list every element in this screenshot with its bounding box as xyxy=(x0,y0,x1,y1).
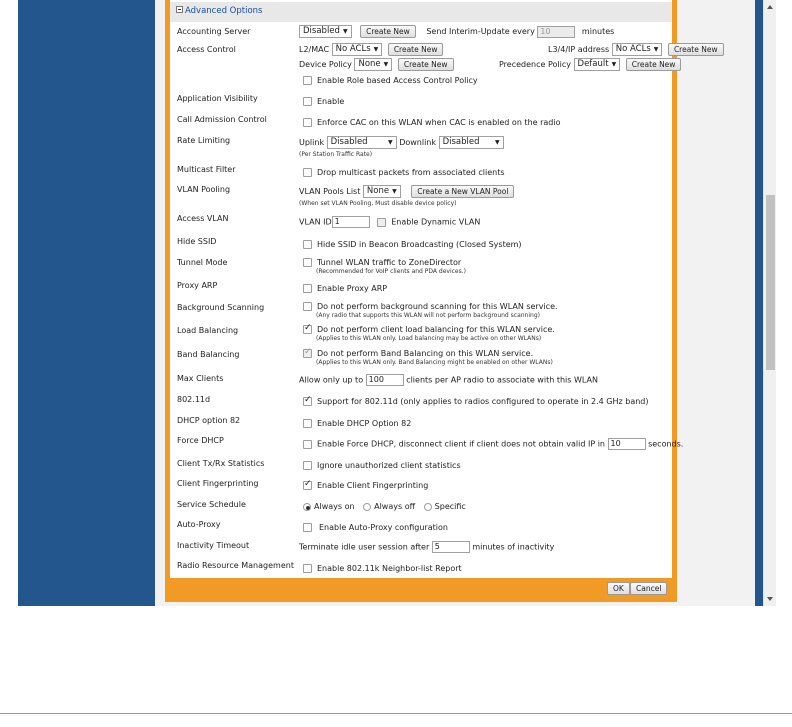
l3-label: L3/4/IP address xyxy=(548,45,610,54)
precedence-select[interactable]: Default ▼ xyxy=(574,58,621,71)
chevron-down-icon: ▼ xyxy=(388,139,393,146)
txrx-text: Ignore unauthorized client statistics xyxy=(317,461,461,470)
label-load-balancing: Load Balancing xyxy=(177,326,239,335)
chevron-down-icon: ▼ xyxy=(383,61,389,68)
downlink-label: Downlink xyxy=(399,138,437,147)
vlan-id-input[interactable]: 1 xyxy=(332,216,370,228)
chevron-down-icon: ▼ xyxy=(392,188,397,195)
chevron-down-icon: ▼ xyxy=(342,28,348,35)
always-off-radio[interactable] xyxy=(363,503,371,511)
label-multicast: Multicast Filter xyxy=(177,165,236,174)
band-balancing-text: Do not perform Band Balancing on this WLAN service. xyxy=(317,349,534,358)
label-background-scanning: Background Scanning xyxy=(177,303,265,312)
device-create-button[interactable]: Create New xyxy=(398,58,454,71)
l3-create-button[interactable]: Create New xyxy=(668,43,724,56)
label-access-vlan: Access VLAN xyxy=(177,214,229,223)
bg-scan-text: Do not perform background scanning for this WLAN service. xyxy=(317,302,558,311)
right-panel xyxy=(755,0,763,606)
section-header[interactable] xyxy=(170,2,672,22)
label-auto-proxy: Auto-Proxy xyxy=(177,520,221,529)
chevron-down-icon: ▼ xyxy=(653,46,659,53)
vertical-scrollbar[interactable] xyxy=(763,0,776,606)
inactivity-input[interactable]: 5 xyxy=(432,541,470,553)
label-proxy-arp: Proxy ARP xyxy=(177,281,218,290)
inactivity-suffix: minutes of inactivity xyxy=(472,542,555,552)
band-balancing-note: (Applies to this WLAN only. Band Balancing might be enabled on other WLANs) xyxy=(316,359,553,366)
label-band-balancing: Band Balancing xyxy=(177,350,240,359)
app-visibility-checkbox[interactable] xyxy=(303,97,312,106)
left-panel xyxy=(18,0,155,606)
cac-checkbox[interactable] xyxy=(303,118,312,127)
role-acl-checkbox[interactable] xyxy=(303,76,312,85)
rate-limit-note: (Per Station Traffic Rate) xyxy=(299,151,373,158)
device-policy-label: Device Policy xyxy=(299,60,352,69)
dhcp82-checkbox[interactable] xyxy=(303,419,312,428)
label-rrm: Radio Resource Management xyxy=(177,561,294,570)
interim-label: Send Interim-Update every xyxy=(426,27,535,36)
max-clients-suffix: clients per AP radio to associate with this WLAN xyxy=(406,375,598,385)
80211d-checkbox[interactable] xyxy=(303,397,312,406)
vlan-pools-select[interactable]: None ▼ xyxy=(363,185,401,198)
tunnel-text: Tunnel WLAN traffic to ZoneDirector xyxy=(317,258,462,267)
label-hide-ssid: Hide SSID xyxy=(177,237,217,246)
force-dhcp-input[interactable]: 10 xyxy=(608,438,646,450)
role-acl-text: Enable Role based Access Control Policy xyxy=(317,76,478,85)
fingerprinting-checkbox[interactable] xyxy=(303,481,312,490)
section-title: Advanced Options xyxy=(185,6,263,16)
label-access-control: Access Control xyxy=(177,45,236,54)
rrm-text: Enable 802.11k Neighbor-list Report xyxy=(317,564,462,573)
max-clients-prefix: Allow only up to xyxy=(299,375,364,385)
label-fingerprinting: Client Fingerprinting xyxy=(177,479,259,488)
inactivity-prefix: Terminate idle user session after xyxy=(299,542,430,552)
fingerprinting-text: Enable Client Fingerprinting xyxy=(317,481,429,490)
bg-scan-checkbox[interactable] xyxy=(303,302,312,311)
l3-select[interactable]: No ACLs ▼ xyxy=(612,43,663,56)
collapse-icon[interactable] xyxy=(176,6,183,13)
auto-proxy-text: Enable Auto-Proxy configuration xyxy=(319,523,448,532)
dhcp82-text: Enable DHCP Option 82 xyxy=(317,419,412,428)
device-policy-select[interactable]: None ▼ xyxy=(354,58,392,71)
proxy-arp-checkbox[interactable] xyxy=(303,284,312,293)
precedence-create-button[interactable]: Create New xyxy=(626,58,682,71)
vlan-pool-note: (When set VLAN Pooling, Must disable device policy) xyxy=(299,200,457,207)
tunnel-checkbox[interactable] xyxy=(303,258,312,267)
auto-proxy-checkbox[interactable] xyxy=(303,523,312,532)
interim-suffix: minutes xyxy=(581,27,615,36)
txrx-checkbox[interactable] xyxy=(303,461,312,470)
create-vlan-pool-button[interactable]: Create a New VLAN Pool xyxy=(411,185,514,198)
app-visibility-text: Enable xyxy=(317,97,345,106)
l2-create-button[interactable]: Create New xyxy=(388,43,444,56)
label-txrx: Client Tx/Rx Statistics xyxy=(177,459,265,468)
l2-mac-label: L2/MAC xyxy=(299,45,330,54)
interim-input[interactable]: 10 xyxy=(537,26,575,38)
chevron-down-icon: ▼ xyxy=(373,46,379,53)
scroll-thumb[interactable] xyxy=(766,195,775,370)
hide-ssid-text: Hide SSID in Beacon Broadcasting (Closed System) xyxy=(317,240,522,249)
specific-radio[interactable] xyxy=(424,503,432,511)
label-max-clients: Max Clients xyxy=(177,374,224,383)
dynamic-vlan-checkbox[interactable] xyxy=(377,218,386,227)
max-clients-input[interactable]: 100 xyxy=(366,374,404,386)
downlink-select[interactable]: Disabled ▼ xyxy=(439,136,504,149)
advanced-options-panel xyxy=(170,0,718,578)
scroll-up-arrow-icon[interactable] xyxy=(767,5,773,9)
label-accounting-server: Accounting Server xyxy=(177,27,251,36)
tunnel-note: (Recommended for VoIP clients and PDA devices.) xyxy=(316,268,466,275)
load-balancing-note: (Applies to this WLAN only. Load balancing may be active on other WLANs) xyxy=(316,335,542,342)
proxy-arp-text: Enable Proxy ARP xyxy=(317,284,388,293)
bg-scan-note: (Any radio that supports this WLAN will not perform background scanning) xyxy=(316,312,540,319)
uplink-select[interactable]: Disabled ▼ xyxy=(327,136,397,149)
label-force-dhcp: Force DHCP xyxy=(177,436,224,445)
specific-label: Specific xyxy=(434,502,466,511)
label-rate-limiting: Rate Limiting xyxy=(177,136,231,145)
accounting-server-select[interactable]: Disabled ▼ xyxy=(299,25,352,38)
label-inactivity: Inactivity Timeout xyxy=(177,541,250,550)
force-dhcp-checkbox[interactable] xyxy=(303,440,312,449)
ok-button[interactable]: OK xyxy=(607,582,630,595)
l2-mac-select[interactable]: No ACLs ▼ xyxy=(332,43,383,56)
multicast-text: Drop multicast packets from associated clients xyxy=(317,168,505,177)
vlan-pools-label: VLAN Pools List xyxy=(299,187,361,196)
label-app-visibility: Application Visibility xyxy=(177,94,258,103)
force-dhcp-suffix: seconds. xyxy=(648,439,684,449)
chevron-down-icon: ▼ xyxy=(611,61,617,68)
rrm-checkbox[interactable] xyxy=(303,564,312,573)
uplink-label: Uplink xyxy=(299,138,325,147)
dynamic-vlan-text: Enable Dynamic VLAN xyxy=(391,217,481,227)
load-balancing-text: Do not perform client load balancing for this WLAN service. xyxy=(317,325,555,334)
bottom-divider xyxy=(0,713,792,714)
label-vlan-pooling: VLAN Pooling xyxy=(177,185,231,194)
label-80211d: 802.11d xyxy=(177,395,211,404)
precedence-label: Precedence Policy xyxy=(499,60,571,69)
label-dhcp82: DHCP option 82 xyxy=(177,416,241,425)
accounting-create-button[interactable]: Create New xyxy=(360,25,416,38)
cac-text: Enforce CAC on this WLAN when CAC is enabled on the radio xyxy=(317,118,561,127)
label-service-schedule: Service Schedule xyxy=(177,500,246,509)
always-on-radio[interactable] xyxy=(303,503,311,511)
force-dhcp-text: Enable Force DHCP, disconnect client if client does not obtain valid IP in xyxy=(317,439,605,449)
80211d-text: Support for 802.11d (only applies to radios configured to operate in 2.4 GHz band) xyxy=(317,397,649,406)
load-balancing-checkbox[interactable] xyxy=(303,325,312,334)
vlan-id-label: VLAN ID xyxy=(299,217,332,227)
chevron-down-icon: ▼ xyxy=(494,139,500,146)
multicast-checkbox[interactable] xyxy=(303,168,312,177)
hide-ssid-checkbox[interactable] xyxy=(303,240,312,249)
label-cac: Call Admission Control xyxy=(177,115,267,124)
always-on-label: Always on xyxy=(314,502,355,511)
cancel-button[interactable]: Cancel xyxy=(630,582,667,595)
always-off-label: Always off xyxy=(374,502,416,511)
band-balancing-checkbox[interactable] xyxy=(303,349,312,358)
scroll-down-arrow-icon[interactable] xyxy=(767,597,773,601)
label-tunnel-mode: Tunnel Mode xyxy=(177,258,228,267)
